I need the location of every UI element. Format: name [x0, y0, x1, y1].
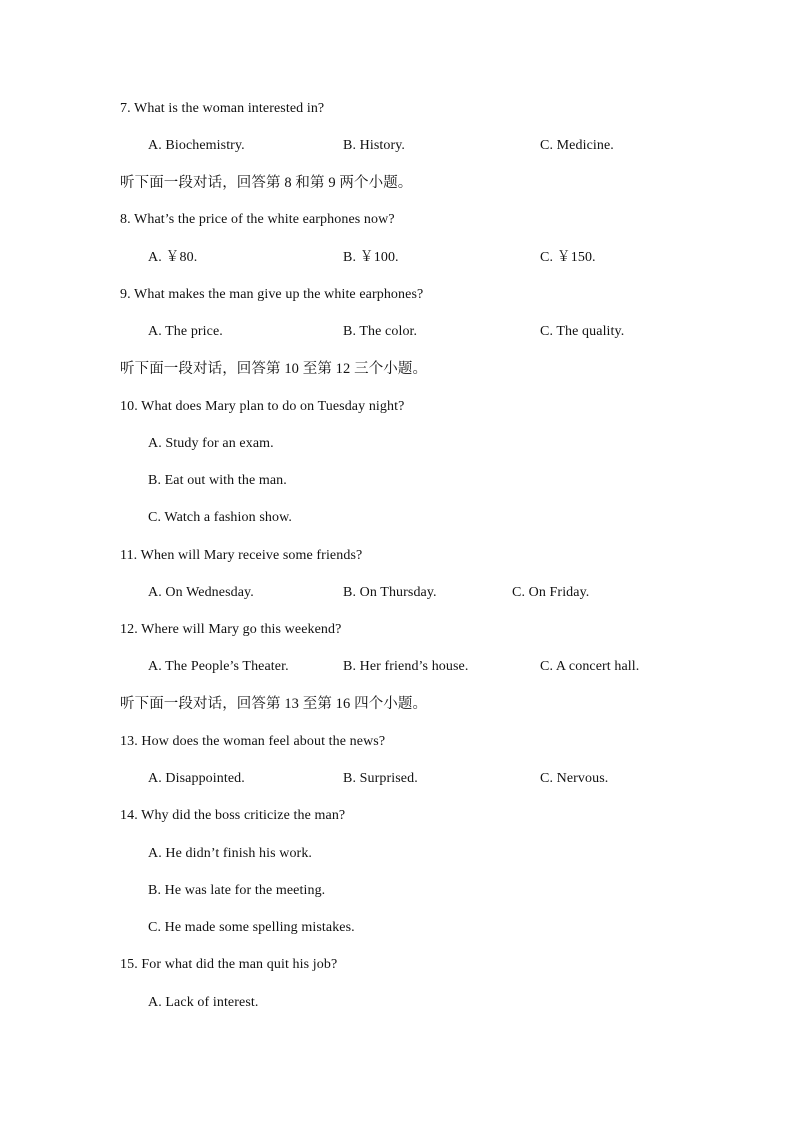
section-heading-10-12: 听下面一段对话，回答第 10 至第 12 三个小题。	[120, 361, 428, 377]
q7-option-a: A. Biochemistry.	[148, 138, 245, 153]
q12-option-c: C. A concert hall.	[540, 659, 640, 674]
q10-option-a: A. Study for an exam.	[148, 436, 274, 451]
question-13: 13. How does the woman feel about the news?	[120, 734, 386, 749]
q9-option-c: C. The quality.	[540, 324, 625, 339]
q11-option-a: A. On Wednesday.	[148, 585, 254, 600]
q13-option-a: A. Disappointed.	[148, 771, 245, 786]
question-7: 7. What is the woman interested in?	[120, 101, 325, 116]
question-8: 8. What’s the price of the white earphones now?	[120, 212, 395, 227]
question-11: 11. When will Mary receive some friends?	[120, 548, 363, 563]
question-14: 14. Why did the boss criticize the man?	[120, 808, 346, 823]
q11-option-b: B. On Thursday.	[343, 585, 437, 600]
question-9: 9. What makes the man give up the white earphones?	[120, 287, 424, 302]
question-10: 10. What does Mary plan to do on Tuesday night?	[120, 399, 405, 414]
q12-option-a: A. The People’s Theater.	[148, 659, 289, 674]
q14-option-c: C. He made some spelling mistakes.	[148, 920, 355, 935]
q7-option-b: B. History.	[343, 138, 406, 153]
q11-option-c: C. On Friday.	[512, 585, 590, 600]
q9-option-a: A. The price.	[148, 324, 223, 339]
q9-option-b: B. The color.	[343, 324, 418, 339]
q7-option-c: C. Medicine.	[540, 138, 614, 153]
q13-option-c: C. Nervous.	[540, 771, 609, 786]
q13-option-b: B. Surprised.	[343, 771, 418, 786]
q8-option-b: B. ￥100.	[343, 250, 399, 265]
q12-option-b: B. Her friend’s house.	[343, 659, 469, 674]
question-15: 15. For what did the man quit his job?	[120, 957, 338, 972]
section-heading-13-16: 听下面一段对话，回答第 13 至第 16 四个小题。	[120, 696, 428, 712]
q14-option-a: A. He didn’t finish his work.	[148, 846, 313, 861]
q10-option-b: B. Eat out with the man.	[148, 473, 287, 488]
section-heading-8-9: 听下面一段对话，回答第 8 和第 9 两个小题。	[120, 175, 413, 191]
q10-option-c: C. Watch a fashion show.	[148, 510, 292, 525]
q8-option-c: C. ￥150.	[540, 250, 596, 265]
q15-option-a: A. Lack of interest.	[148, 995, 259, 1010]
q14-option-b: B. He was late for the meeting.	[148, 883, 326, 898]
question-12: 12. Where will Mary go this weekend?	[120, 622, 342, 637]
q8-option-a: A. ￥80.	[148, 250, 198, 265]
